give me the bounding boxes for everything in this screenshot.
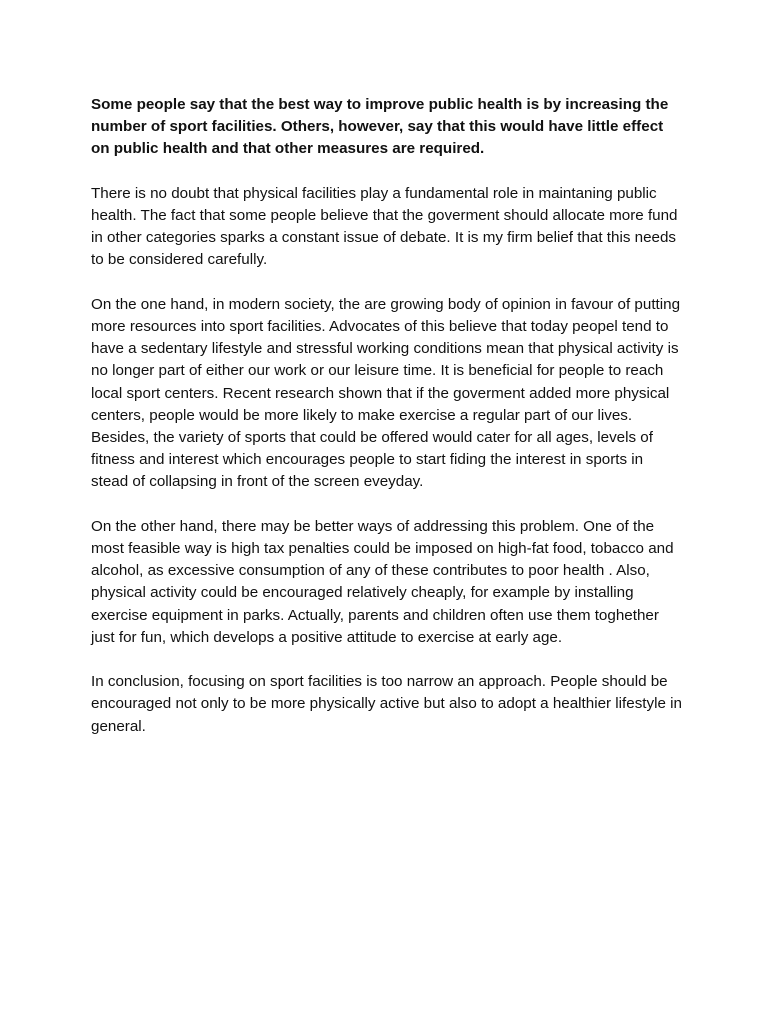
paragraph-introduction: There is no doubt that physical facilities play a fundamental role in maintaning public health. The fact that some people believe that the goverment should allocate more fund in other categories sparks a constant issue of debate. It is my firm belief that this needs to be considered carefully. xyxy=(91,184,678,269)
paragraph-other-hand: On the other hand, there may be better ways of addressing this problem. One of the most feasible way is high tax penalties could be imposed on high-fat food, tobacco and alcohol, as excessive consumption of any of these contributes to poor health . Also, physical activity could be encouraged relatively cheaply, for example by installing exercise equipment in parks. Actually, parents and children often use them toghether just for fun, which develops a positive attitude to exercise at early age. xyxy=(91,517,674,646)
paragraph-conclusion: In conclusion, focusing on sport facilities is too narrow an approach. People should be encouraged not only to be more physically active but also to adopt a healthier lifestyle in general. xyxy=(91,673,682,735)
paragraph-one-hand: On the one hand, in modern society, the are growing body of opinion in favour of putting more resources into sport facilities. Advocates of this believe that today peopel tend to have a sedentary lifestyle and stressful working conditions mean that physical activity is no longer part of either our work or our leisure time. It is beneficial for people to reach local sport centers. Recent research shown that if the goverment added more physical centers, people would be more likely to make exercise a regular part of our lives. Besides, the variety of sports that could be offered would cater for all ages, levels of fitness and interest which encourages people to start fiding the interest in sports in stead of collapsing in front of the screen eveyday. xyxy=(91,295,681,491)
essay-body xyxy=(91,94,683,760)
essay-prompt: Some people say that the best way to improve public health is by increasing the number of sport facilities. Others, however, say that this would have little effect on public health and that other measures are required. xyxy=(91,96,669,158)
